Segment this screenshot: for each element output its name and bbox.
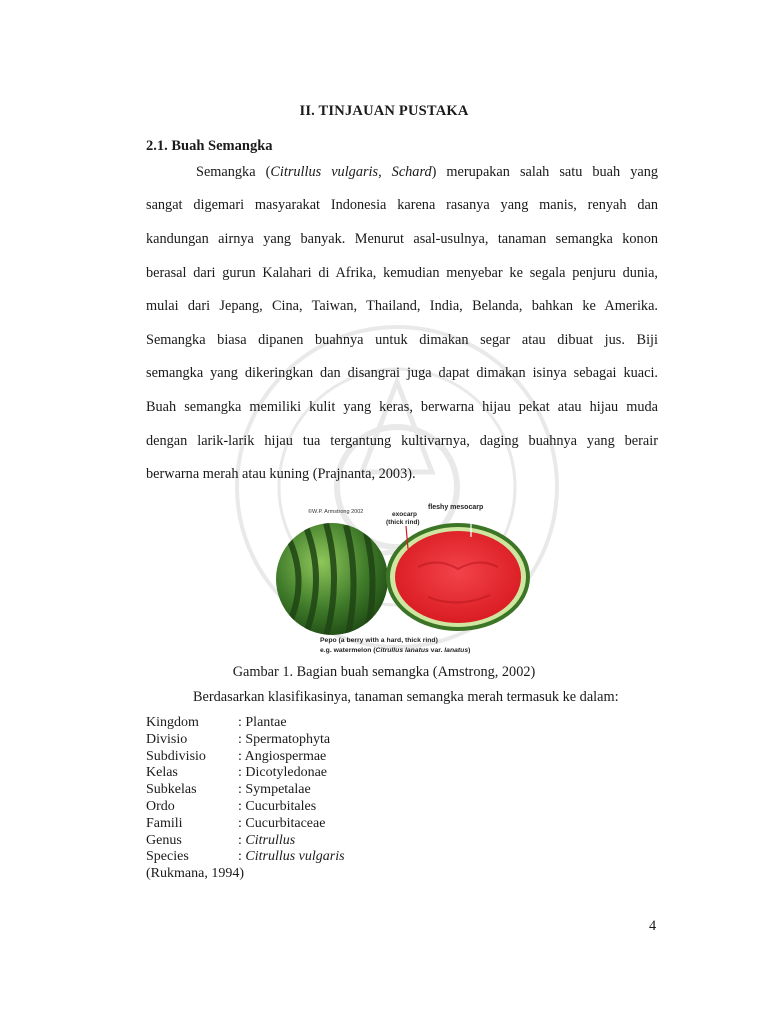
classification-intro: Berdasarkan klasifikasinya, tanaman semangka merah termasuk ke dalam: xyxy=(193,689,619,705)
figure-inner-caption-2: e.g. watermelon (Citrullus lanatus var. lanatus) xyxy=(320,647,471,654)
paragraph-line: Semangka biasa dipanen buahnya untuk dimakan segar atau dibuat jus. Biji xyxy=(146,332,658,348)
paragraph-line: berwarna merah atau kuning (Prajnanta, 2003). xyxy=(146,466,416,482)
chapter-title: II. TINJAUAN PUSTAKA xyxy=(299,103,469,119)
page-number: 4 xyxy=(649,918,657,934)
figure-caption: Gambar 1. Bagian buah semangka (Amstrong, 2002) xyxy=(232,664,536,680)
taxonomy-citation: (Rukmana, 1994) xyxy=(146,866,244,882)
taxonomy-row: Subdivisio : Angiospermae xyxy=(146,748,327,764)
taxonomy-row: Genus : Citrullus xyxy=(146,832,296,848)
taxonomy-row: Ordo : Cucurbitales xyxy=(146,798,317,814)
paragraph-line: semangka yang dikeringkan dan disangrai juga dapat dimakan isinya sebagai kuaci. xyxy=(146,365,658,381)
taxonomy-row: Species : Citrullus vulgaris xyxy=(146,849,345,865)
taxonomy-row: Subkelas : Sympetalae xyxy=(146,782,311,798)
watermelon-figure xyxy=(268,497,530,655)
taxonomy-row: Divisio : Spermatophyta xyxy=(146,731,331,747)
section-title: 2.1. Buah Semangka xyxy=(146,138,273,154)
paragraph-line: mulai dari Jepang, Cina, Taiwan, Thailand, India, Belanda, bahkan ke Amerika. xyxy=(146,298,658,314)
figure-inner-caption-1: Pepo (a berry with a hard, thick rind) xyxy=(320,637,438,644)
paragraph-line: sangat digemari masyarakat Indonesia karena rasanya yang manis, renyah dan xyxy=(146,197,658,213)
taxonomy-row: Famili : Cucurbitaceae xyxy=(146,815,326,831)
taxonomy-list xyxy=(146,715,345,883)
cut-watermelon-flesh xyxy=(395,531,521,623)
label-exocarp: exocarp xyxy=(392,511,417,518)
figure-copyright: ©W.P. Armstrong 2002 xyxy=(308,509,364,515)
label-exocarp-sub: (thick rind) xyxy=(386,519,420,526)
label-mesocarp: fleshy mesocarp xyxy=(428,504,484,511)
taxonomy-row: Kelas : Dicotyledonae xyxy=(146,765,328,781)
paragraph-line: Semangka (Citrullus vulgaris, Schard) merupakan salah satu buah yang xyxy=(196,164,658,180)
paragraph-line: kandungan airnya yang banyak. Menurut asal-usulnya, tanaman semangka konon xyxy=(146,231,658,247)
paragraph-line: dengan larik-larik hijau tua tergantung kultivarnya, daging buahnya yang berair xyxy=(146,433,658,449)
paragraph-line: berasal dari gurun Kalahari di Afrika, kemudian menyebar ke segala penjuru dunia, xyxy=(146,265,658,281)
paragraph-line: Buah semangka memiliki kulit yang keras, berwarna hijau pekat atau hijau muda xyxy=(146,399,658,415)
taxonomy-row: Kingdom : Plantae xyxy=(146,715,287,730)
